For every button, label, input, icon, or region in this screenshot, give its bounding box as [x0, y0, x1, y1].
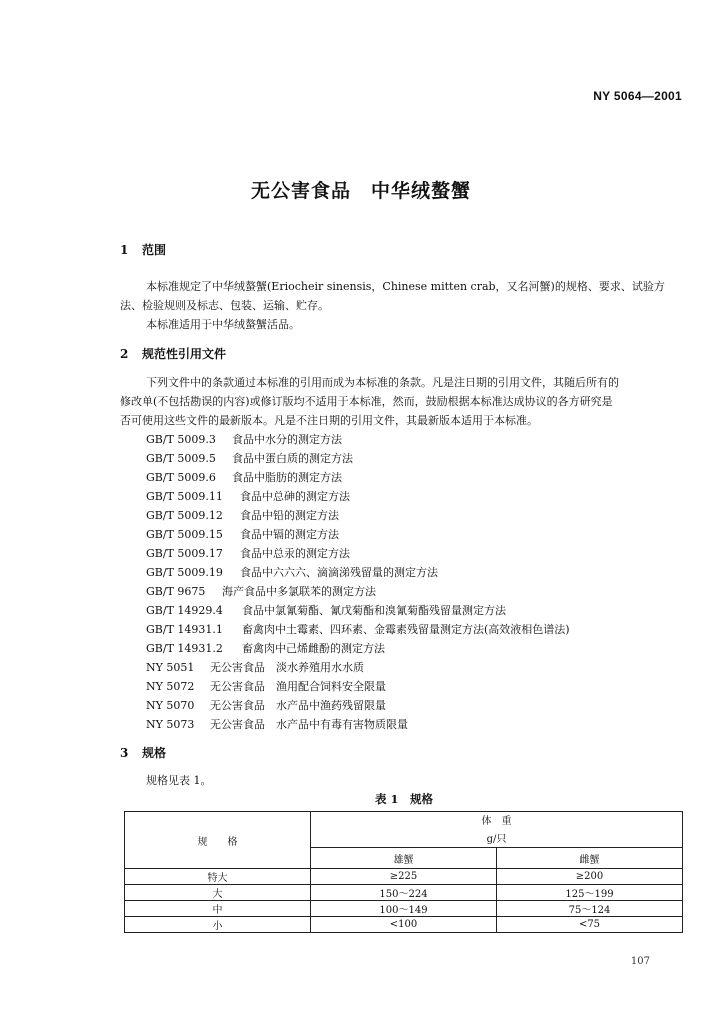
- male-weight-cell: 100～149: [311, 901, 497, 917]
- reference-item: NY 5073 无公害食品 水产品中有毒有害物质限量: [146, 718, 408, 731]
- section-2-title: 规范性引用文件: [142, 347, 227, 361]
- table-row: [125, 901, 683, 917]
- reference-item: GB/T 5009.5 食品中蛋白质的测定方法: [146, 452, 353, 465]
- grade-cell: 中: [125, 901, 311, 917]
- grade-cell: 特大: [125, 869, 311, 885]
- table-header-male: 雄蟹: [311, 848, 497, 869]
- reference-item: GB/T 5009.15 食品中镉的测定方法: [146, 528, 339, 541]
- reference-item: NY 5051 无公害食品 淡水养殖用水水质: [146, 661, 364, 674]
- table-caption: 表 1 规格: [374, 792, 433, 806]
- table-header-unit: g/只: [311, 827, 683, 848]
- male-weight-cell: 150～224: [311, 885, 497, 901]
- female-weight-cell: <75: [497, 917, 683, 933]
- section-1-heading: [120, 241, 166, 258]
- spec-table: [124, 811, 683, 933]
- reference-item: GB/T 5009.12 食品中铅的测定方法: [146, 509, 339, 522]
- section-3-intro: 规格见表 1。: [146, 774, 212, 787]
- reference-item: GB/T 5009.6 食品中脂肪的测定方法: [146, 471, 342, 484]
- section-3-title: 规格: [142, 746, 167, 760]
- grade-cell: 大: [125, 885, 311, 901]
- reference-item: GB/T 5009.19 食品中六六六、滴滴涕残留量的测定方法: [146, 566, 438, 579]
- male-weight-cell: <100: [311, 917, 497, 933]
- female-weight-cell: ≥200: [497, 869, 683, 885]
- reference-item: NY 5072 无公害食品 渔用配合饲料安全限量: [146, 680, 386, 693]
- table-header-female: 雌蟹: [497, 848, 683, 869]
- section-1-para2: 本标准适用于中华绒螯蟹活品。: [146, 318, 300, 331]
- reference-item: GB/T 5009.3 食品中水分的测定方法: [146, 433, 342, 446]
- reference-item: GB/T 14929.4 食品中氯氰菊酯、氰戊菊酯和溴氰菊酯残留量测定方法: [146, 604, 506, 617]
- section-2-para-line1: 下列文件中的条款通过本标准的引用而成为本标准的条款。凡是注日期的引用文件，其随后所有的: [146, 376, 619, 389]
- section-2-para-line3: 否可使用这些文件的最新版本。凡是不注日期的引用文件，其最新版本适用于本标准。: [120, 414, 538, 427]
- table-row: [125, 869, 683, 885]
- reference-item: NY 5070 无公害食品 水产品中渔药残留限量: [146, 699, 386, 712]
- table-header-weight: 体 重: [311, 812, 683, 828]
- reference-item: GB/T 5009.11 食品中总砷的测定方法: [146, 490, 350, 503]
- section-3-number: 3: [120, 746, 129, 760]
- reference-item: GB/T 14931.1 畜禽肉中土霉素、四环素、金霉素残留量测定方法(高效液相色谱法): [146, 623, 570, 636]
- male-weight-cell: ≥225: [311, 869, 497, 885]
- female-weight-cell: 75～124: [497, 901, 683, 917]
- section-1-para1-line1: 本标准规定了中华绒螯蟹(Eriocheir sinensis，Chinese mitten crab，又名河蟹)的规格、要求、试验方: [146, 280, 665, 293]
- grade-cell: 小: [125, 917, 311, 933]
- female-weight-cell: 125～199: [497, 885, 683, 901]
- table-row: [125, 917, 683, 933]
- reference-item: GB/T 9675 海产食品中多氯联苯的测定方法: [146, 585, 376, 598]
- table-header-spec: 规 格: [125, 812, 311, 869]
- section-2-heading: [120, 345, 226, 362]
- section-2-number: 2: [120, 347, 129, 361]
- section-1-para1-line2: 法、检验规则及标志、包装、运输、贮存。: [120, 299, 329, 312]
- section-2-para-line2: 修改单(不包括勘误的内容)或修订版均不适用于本标准，然而，鼓励根据本标准达成协议的各方研究是: [120, 395, 613, 408]
- reference-item: GB/T 14931.2 畜禽肉中己烯雌酚的测定方法: [146, 642, 385, 655]
- section-1-title: 范围: [142, 243, 167, 257]
- reference-item: GB/T 5009.17 食品中总汞的测定方法: [146, 547, 350, 560]
- standard-number: NY 5064—2001: [593, 89, 682, 103]
- table-row: [125, 885, 683, 901]
- section-3-heading: [120, 744, 166, 761]
- page-number: 107: [630, 956, 650, 967]
- page-title: 无公害食品 中华绒螯蟹: [250, 180, 471, 202]
- section-1-number: 1: [120, 243, 129, 257]
